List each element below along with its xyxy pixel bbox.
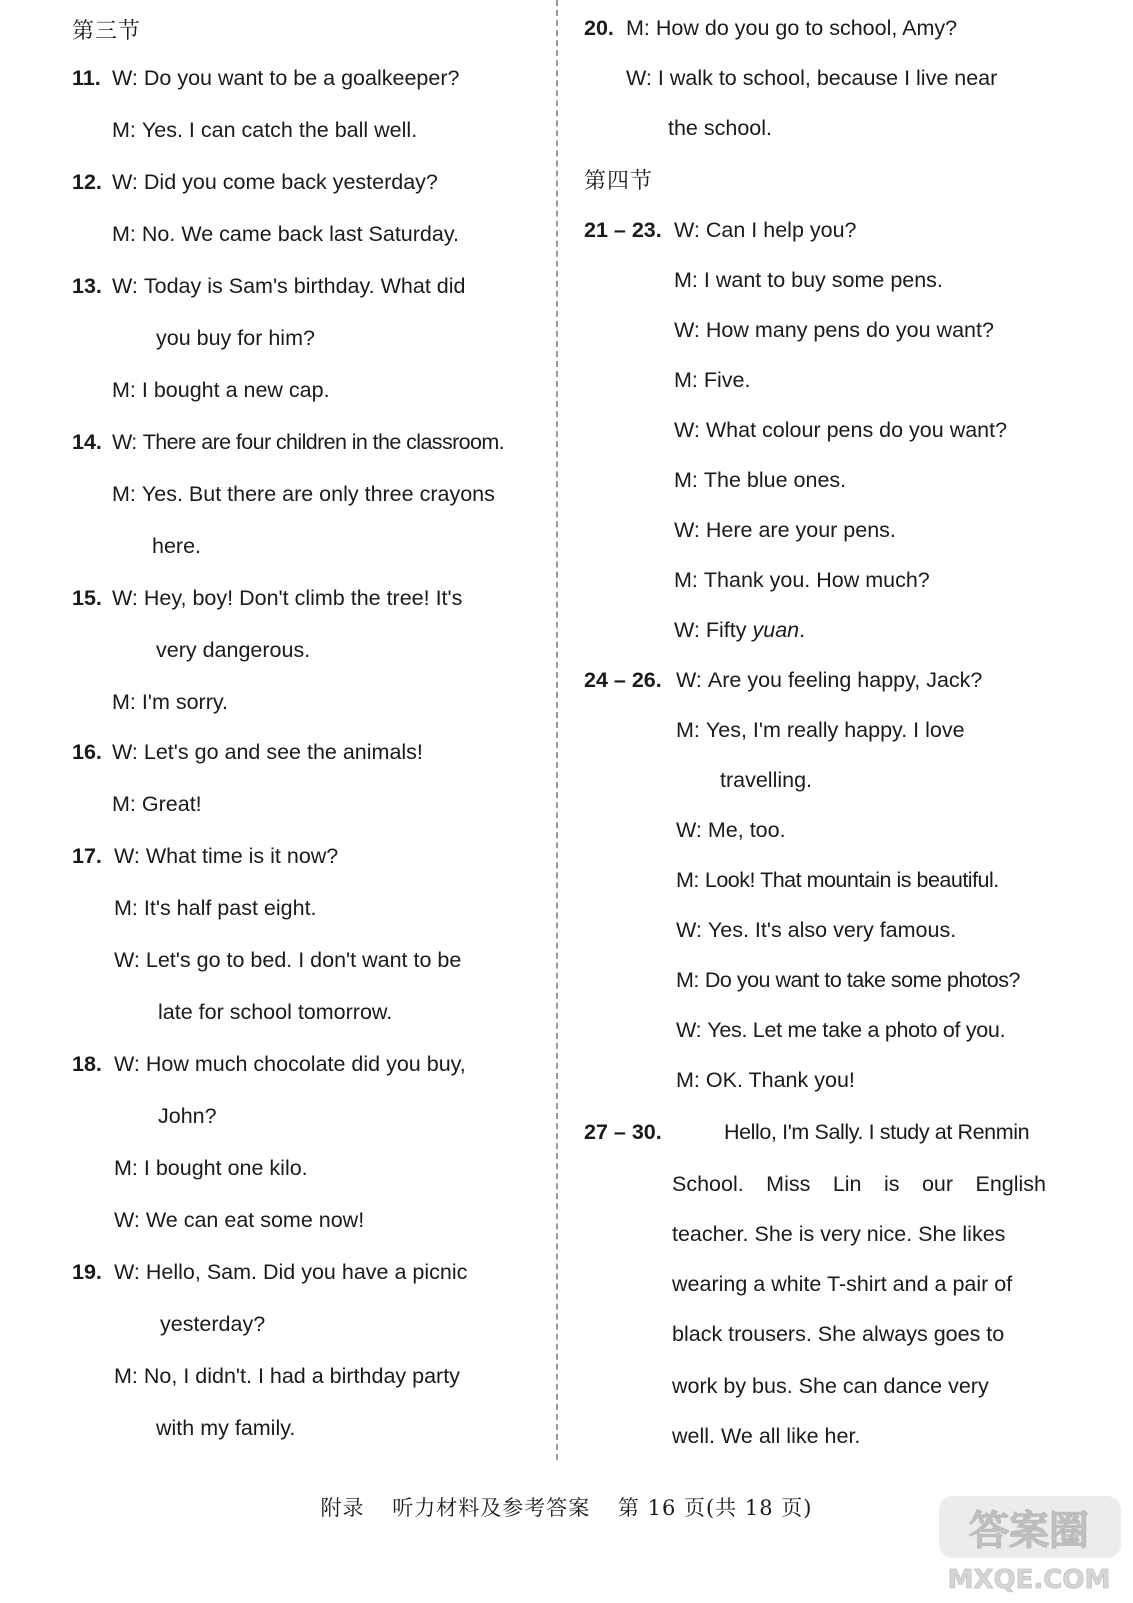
passage-line: work by bus. She can dance very — [672, 1374, 989, 1398]
line-text: The blue ones. — [703, 468, 847, 492]
item-number: 14. — [72, 430, 102, 454]
line-text: Yes. Let me take a photo of you. — [707, 1018, 1006, 1042]
line-text: We can eat some now! — [145, 1208, 365, 1232]
dialogue-line — [114, 1154, 308, 1182]
dialogue-continuation: John? — [158, 1104, 217, 1128]
dialogue-continuation: travelling. — [720, 768, 813, 792]
speaker-label: M: — [676, 868, 699, 892]
dialogue-line — [674, 216, 857, 244]
watermark-site: MXQE.COM — [947, 1565, 1111, 1595]
speaker-label: W: — [676, 668, 702, 692]
speaker-label: M: — [114, 1364, 138, 1388]
passage-word: Lin — [832, 1172, 862, 1196]
line-text: Let's go and see the animals! — [143, 740, 423, 764]
passage-line: teacher. She is very nice. She likes — [672, 1222, 1006, 1246]
dialogue-line — [112, 116, 417, 144]
line-text: What colour pens do you want? — [705, 418, 1008, 442]
line-text: Here are your pens. — [705, 518, 896, 542]
speaker-label: W: — [112, 274, 138, 298]
passage-line: well. We all like her. — [672, 1424, 861, 1448]
dialogue-continuation: very dangerous. — [156, 638, 311, 662]
line-text: Thank you. How much? — [703, 568, 930, 592]
item-number: 15. — [72, 586, 102, 610]
speaker-label: W: — [674, 318, 700, 342]
speaker-label: M: — [674, 468, 698, 492]
dialogue-line — [114, 1362, 460, 1390]
item-number: 24 – 26. — [584, 668, 662, 692]
item-number: 21 – 23. — [584, 218, 662, 242]
line-text: Yes. It's also very famous. — [707, 918, 957, 942]
passage-line: wearing a white T-shirt and a pair of — [672, 1272, 1013, 1296]
speaker-label: M: — [112, 482, 136, 506]
line-text: Yes. I can catch the ball well. — [141, 118, 418, 142]
line-text: What time is it now? — [145, 844, 339, 868]
line-text: Five. — [703, 368, 751, 392]
dialogue-line — [676, 1066, 855, 1094]
passage-word: Miss — [766, 1172, 811, 1196]
dialogue-line — [112, 428, 504, 456]
speaker-label: W: — [676, 918, 702, 942]
line-text: Are you feeling happy, Jack? — [707, 668, 983, 692]
dialogue-line — [674, 616, 805, 644]
footer-title: 听力材料及参考答案 — [392, 1496, 591, 1520]
dialogue-line — [114, 1206, 364, 1234]
line-text: There are four children in the classroom. — [142, 430, 505, 454]
item-number: 19. — [72, 1260, 102, 1284]
speaker-label: W: — [626, 66, 652, 90]
dialogue-line — [112, 376, 330, 404]
speaker-label: W: — [114, 1208, 140, 1232]
line-text: I bought a new cap. — [141, 378, 330, 402]
dialogue-line — [112, 790, 202, 818]
speaker-label: M: — [112, 690, 136, 714]
line-text: It's half past eight. — [143, 896, 317, 920]
dialogue-line — [676, 666, 982, 694]
speaker-label: W: — [112, 586, 138, 610]
section-heading-4: 第四节 — [584, 169, 654, 194]
dialogue-line — [112, 272, 465, 300]
passage-word: School. — [672, 1172, 744, 1196]
dialogue-line — [114, 1258, 467, 1286]
speaker-label: M: — [676, 718, 700, 742]
watermark-logo — [919, 1488, 1129, 1598]
dialogue-line — [676, 716, 965, 744]
passage-word: is — [883, 1172, 900, 1196]
line-text: Let's go to bed. I don't want to be — [145, 948, 462, 972]
dialogue-continuation: the school. — [668, 116, 772, 140]
item-number: 17. — [72, 844, 102, 868]
dialogue-line — [112, 220, 459, 248]
dialogue-continuation: here. — [152, 534, 202, 558]
line-text: Look! That mountain is beautiful. — [704, 868, 999, 892]
speaker-label: M: — [112, 792, 136, 816]
line-text: I want to buy some pens. — [703, 268, 943, 292]
item-number: 18. — [72, 1052, 102, 1076]
line-text: How many pens do you want? — [705, 318, 994, 342]
line-text: Yes, I'm really happy. I love — [705, 718, 965, 742]
speaker-label: M: — [112, 222, 136, 246]
dialogue-line — [114, 894, 317, 922]
column-divider — [556, 0, 558, 1460]
dialogue-line — [674, 566, 930, 594]
dialogue-line — [112, 688, 228, 716]
passage-word: our — [921, 1172, 954, 1196]
line-text: OK. Thank you! — [705, 1068, 855, 1092]
speaker-label: W: — [674, 618, 700, 642]
passage-line — [672, 1170, 1046, 1198]
dialogue-line — [674, 416, 1007, 444]
dialogue-continuation: yesterday? — [160, 1312, 266, 1336]
line-text: Today is Sam's birthday. What did — [143, 274, 466, 298]
speaker-label: W: — [674, 218, 700, 242]
passage-word: English — [975, 1172, 1046, 1196]
speaker-label: M: — [112, 378, 136, 402]
dialogue-line — [112, 738, 423, 766]
dialogue-line — [676, 966, 1020, 994]
footer-page-number: 第 16 页(共 18 页) — [617, 1496, 813, 1520]
dialogue-line — [114, 842, 338, 870]
dialogue-continuation: late for school tomorrow. — [158, 1000, 393, 1024]
passage-line: black trousers. She always goes to — [672, 1322, 1005, 1346]
item-number: 27 – 30. — [584, 1120, 662, 1144]
speaker-label: M: — [114, 896, 138, 920]
passage-line: Hello, I'm Sally. I study at Renmin — [724, 1120, 1030, 1144]
line-text: Can I help you? — [705, 218, 857, 242]
watermark-brand: 答案圈 — [969, 1508, 1089, 1554]
dialogue-line — [674, 266, 943, 294]
speaker-label: W: — [114, 948, 140, 972]
speaker-label: W: — [674, 418, 700, 442]
dialogue-line — [674, 516, 896, 544]
speaker-label: W: — [112, 170, 138, 194]
speaker-label: W: — [114, 1260, 140, 1284]
dialogue-line — [674, 466, 846, 494]
dialogue-line — [114, 946, 461, 974]
line-text: Yes. But there are only three crayons — [141, 482, 495, 506]
speaker-label: M: — [114, 1156, 138, 1180]
section-heading-3: 第三节 — [72, 19, 142, 44]
speaker-label: W: — [112, 740, 138, 764]
item-number: 11. — [72, 66, 101, 90]
speaker-label: W: — [112, 430, 137, 454]
line-text: Did you come back yesterday? — [143, 170, 438, 194]
line-text: I'm sorry. — [141, 690, 229, 714]
dialogue-line — [626, 64, 997, 92]
speaker-label: M: — [674, 568, 698, 592]
line-tail: . — [799, 618, 806, 642]
dialogue-line — [676, 1016, 1005, 1044]
line-text: No, I didn't. I had a birthday party — [143, 1364, 460, 1388]
line-text: Do you want to take some photos? — [704, 968, 1020, 992]
speaker-label: M: — [112, 118, 136, 142]
item-number: 12. — [72, 170, 102, 194]
dialogue-line — [112, 64, 459, 92]
line-text: How do you go to school, Amy? — [655, 16, 958, 40]
dialogue-line — [674, 316, 994, 344]
speaker-label: M: — [674, 368, 698, 392]
item-number: 20. — [584, 16, 614, 40]
dialogue-continuation: you buy for him? — [156, 326, 315, 350]
item-number: 13. — [72, 274, 102, 298]
line-text: Me, too. — [707, 818, 786, 842]
dialogue-line — [112, 480, 495, 508]
speaker-label: W: — [114, 1052, 140, 1076]
speaker-label: W: — [676, 818, 702, 842]
line-text: I bought one kilo. — [143, 1156, 308, 1180]
dialogue-line — [676, 816, 786, 844]
line-text: Great! — [141, 792, 202, 816]
line-text: Hey, boy! Don't climb the tree! It's — [143, 586, 463, 610]
line-text: Hello, Sam. Did you have a picnic — [145, 1260, 468, 1284]
dialogue-line — [112, 584, 462, 612]
line-text: I walk to school, because I live near — [657, 66, 998, 90]
currency-word: yuan — [752, 618, 800, 642]
speaker-label: M: — [626, 16, 650, 40]
dialogue-line — [114, 1050, 466, 1078]
dialogue-line — [112, 168, 438, 196]
dialogue-continuation: with my family. — [156, 1416, 296, 1440]
line-text: No. We came back last Saturday. — [141, 222, 459, 246]
line-text: How much chocolate did you buy, — [145, 1052, 466, 1076]
footer-appendix: 附录 — [320, 1496, 365, 1520]
dialogue-line — [626, 14, 957, 42]
dialogue-line — [674, 366, 750, 394]
item-number: 16. — [72, 740, 102, 764]
speaker-label: W: — [676, 1018, 702, 1042]
speaker-label: W: — [112, 66, 138, 90]
dialogue-line — [676, 916, 956, 944]
line-text: Do you want to be a goalkeeper? — [143, 66, 460, 90]
speaker-label: W: — [114, 844, 140, 868]
speaker-label: M: — [674, 268, 698, 292]
speaker-label: M: — [676, 1068, 700, 1092]
line-text: Fifty — [705, 618, 747, 642]
watermark-icon — [919, 1488, 1129, 1598]
speaker-label: M: — [676, 968, 699, 992]
speaker-label: W: — [674, 518, 700, 542]
dialogue-line — [676, 866, 999, 894]
